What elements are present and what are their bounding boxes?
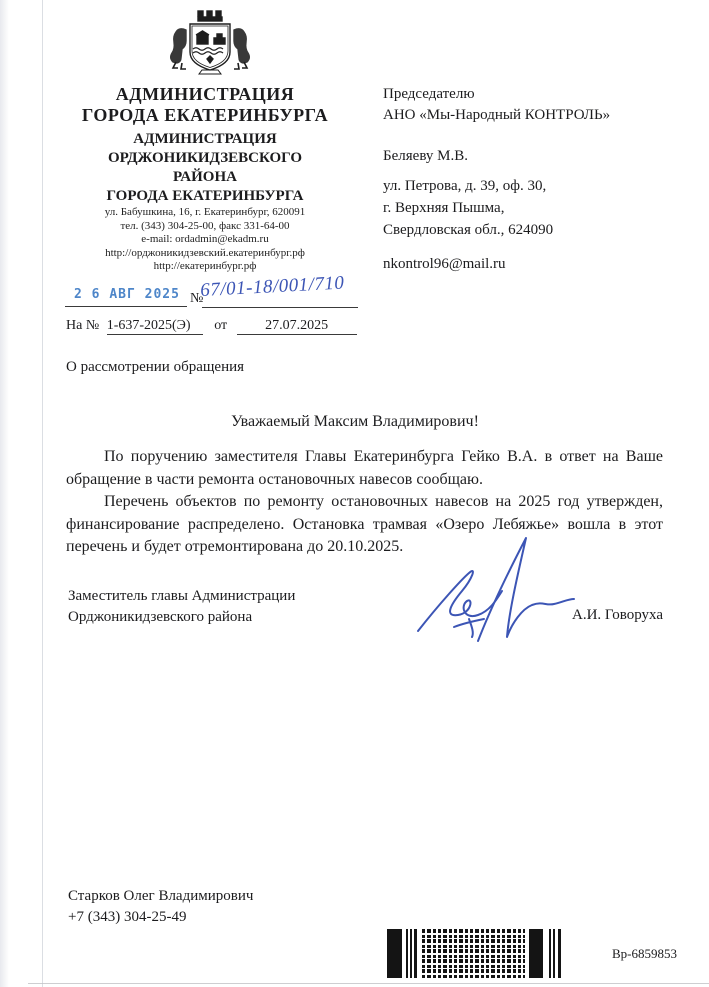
barcode-bar xyxy=(558,929,561,978)
recipient-person: Беляеву М.В. xyxy=(383,148,468,164)
outgoing-number-underline xyxy=(202,307,358,308)
reference-date: 27.07.2025 xyxy=(237,317,357,335)
contact-site-district: http://орджоникидзевский.екатеринбург.рф xyxy=(105,246,305,259)
barcode-bar xyxy=(414,929,417,978)
recipient-address-line1: ул. Петрова, д. 39, оф. 30, xyxy=(383,178,547,194)
document-code: Вр-6859853 xyxy=(612,946,677,961)
body-paragraph-2: Перечень объектов по ремонту остановочных навесов на 2025 год утвержден, финансирование распределено. Остановка трамвая «Озеро Лебяжье» вошла в этот перечень и будет отремонтирована до 20.10.2025. xyxy=(66,493,663,555)
signer-title-line2: Орджоникидзевского района xyxy=(68,609,253,625)
signer-title-line1: Заместитель главы Администрации xyxy=(68,588,296,604)
org-name-district-line3: РАЙОНА xyxy=(173,169,237,185)
barcode-bar xyxy=(529,929,543,978)
yekaterinburg-coat-of-arms-icon xyxy=(158,8,262,78)
signer-name: А.И. Говоруха xyxy=(572,607,664,623)
barcode-bar xyxy=(387,929,402,978)
outgoing-number-prefix: № xyxy=(190,291,204,306)
recipient-email: nkontrol96@mail.ru xyxy=(383,256,506,272)
reference-from-label: от xyxy=(214,318,228,333)
barcode-bar xyxy=(410,929,412,978)
barcode-bar xyxy=(553,929,555,978)
org-name-district-line1: АДМИНИСТРАЦИЯ xyxy=(133,131,277,147)
date-stamp-underline xyxy=(65,306,187,307)
recipient-organization: АНО «Мы-Народный КОНТРОЛЬ» xyxy=(383,107,611,123)
scan-artifact-bottom-line xyxy=(28,983,709,984)
org-name-district-line4: ГОРОДА ЕКАТЕРИНБУРГА xyxy=(106,188,304,204)
org-name-city-line1: АДМИНИСТРАЦИЯ xyxy=(115,84,295,104)
reference-label: На № xyxy=(66,318,100,333)
barcode-matrix xyxy=(422,929,525,978)
contact-site-city: http://екатеринбург.рф xyxy=(153,260,257,272)
signer-title xyxy=(68,586,295,628)
executor-name: Старков Олег Владимирович xyxy=(68,888,254,904)
barcode-bar xyxy=(549,929,551,978)
salutation: Уважаемый Максим Владимирович! xyxy=(231,413,479,430)
outgoing-number-handwritten: 67/01-18/001/710 xyxy=(199,272,345,302)
executor-block xyxy=(68,886,253,928)
org-name-city-line2: ГОРОДА ЕКАТЕРИНБУРГА xyxy=(81,105,329,125)
document-barcode xyxy=(387,929,561,978)
org-name-district-line2: ОРДЖОНИКИДЗЕВСКОГО xyxy=(107,150,302,166)
executor-phone: +7 (343) 304-25-49 xyxy=(68,909,187,925)
letter-subject: О рассмотрении обращения xyxy=(66,359,245,375)
recipient-position: Председателю xyxy=(383,86,475,102)
letterhead-contacts xyxy=(40,206,370,274)
incoming-date-stamp: 2 6 АВГ 2025 xyxy=(74,287,180,302)
scan-edge-shade xyxy=(0,0,9,987)
handwritten-signature xyxy=(412,535,580,647)
body-paragraph-1: По поручению заместителя Главы Екатеринбурга Гейко В.А. в ответ на Ваше обращение в части ремонта остановочных навесов сообщаю. xyxy=(66,448,663,488)
reference-row xyxy=(66,317,357,335)
contact-email: e-mail: ordadmin@ekadm.ru xyxy=(141,233,269,245)
recipient-address-line2: г. Верхняя Пышма, xyxy=(383,200,505,216)
reference-number: 1-637-2025(Э) xyxy=(107,317,203,335)
org-name-district xyxy=(40,130,370,206)
barcode-bar xyxy=(406,929,408,978)
recipient-address-line3: Свердловская обл., 624090 xyxy=(383,222,554,238)
contact-phone: тел. (343) 304-25-00, факс 331-64-00 xyxy=(120,219,290,232)
contact-address: ул. Бабушкина, 16, г. Екатеринбург, 620091 xyxy=(104,206,306,218)
org-name-city xyxy=(40,84,370,126)
